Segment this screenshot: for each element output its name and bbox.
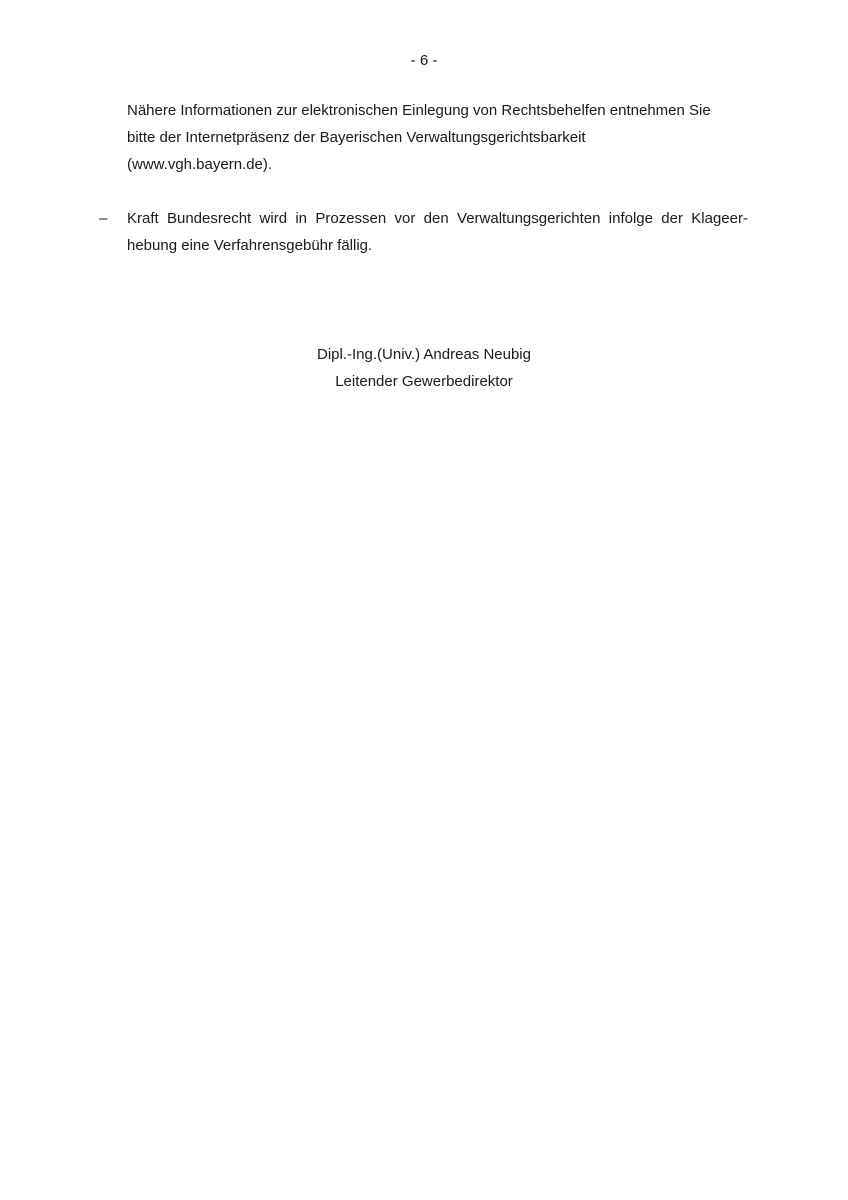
bullet-text-line: hebung eine Verfahrensgebühr fällig. — [127, 237, 373, 254]
info-paragraph-line: Nähere Informationen zur elektronischen Einlegung von Rechtsbehelfen entnehmen Sie — [127, 102, 711, 119]
bullet-text — [127, 205, 748, 259]
bullet-marker: – — [99, 210, 108, 227]
info-paragraph — [127, 97, 767, 178]
page-number: - 6 - — [410, 52, 438, 69]
signatory-title: Leitender Gewerbedirektor — [335, 373, 513, 390]
bullet-text-line: Kraft Bundesrecht wird in Prozessen vor den Verwaltungsgerichten infolge der Klageer- — [127, 210, 748, 227]
info-paragraph-line: bitte der Internetpräsenz der Bayerischen Verwaltungsgerichtsbarkeit — [127, 129, 586, 146]
signatory-name: Dipl.-Ing.(Univ.) Andreas Neubig — [317, 346, 531, 363]
signature-block — [0, 341, 848, 395]
info-paragraph-line: (www.vgh.bayern.de). — [127, 156, 273, 173]
